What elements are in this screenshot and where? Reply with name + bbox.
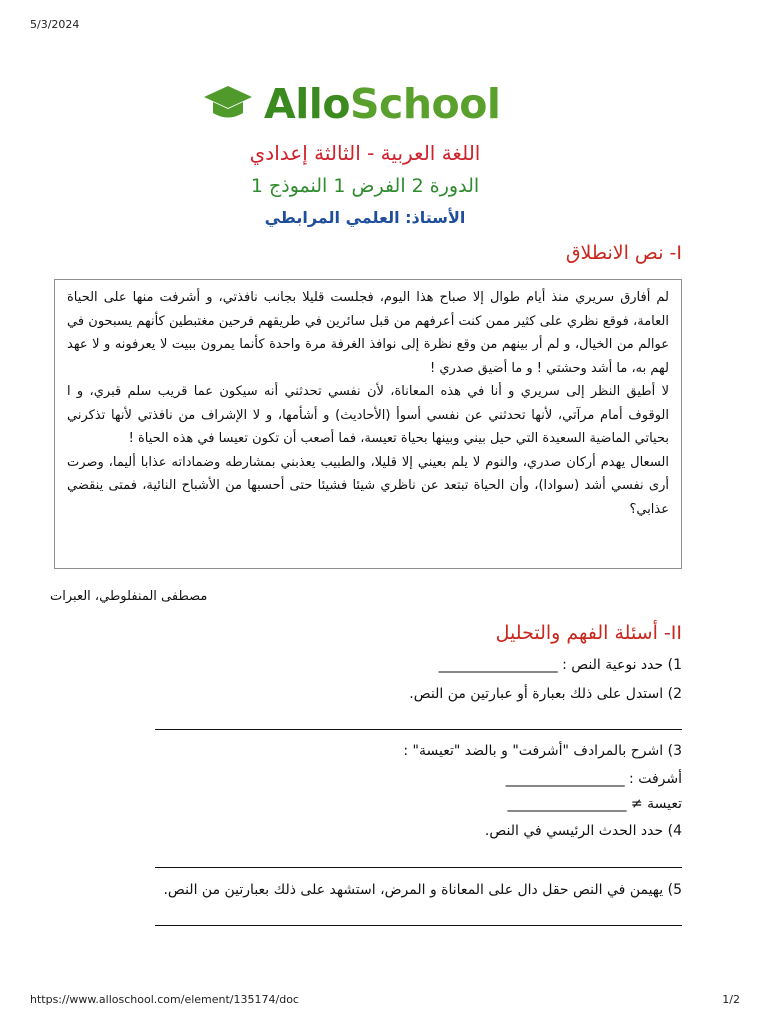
question-5: 5) يهيمن في النص حقل دال على المعاناة و المرض، استشهد على ذلك بعبارتين من النص. (163, 882, 682, 898)
q3-synonym: أشرفت : _________________ (505, 771, 682, 787)
question-3: 3) اشرح بالمرادف "أشرفت" و بالضد "تعيسة" : (403, 743, 682, 759)
answer-blank[interactable]: _________________ (438, 657, 558, 673)
passage-box (54, 279, 682, 569)
passage-paragraph-2: لا أطيق النظر إلى سريري و أنا في هذه المعاناة، لأن نفسي تحدثني أنه سيكون عما قريب سلم قبري، و ا الوقوف أمام مرآتي، لأنها تحدثني عن نفسي أسوأ (الأحاديث) و أشأمها، و لا الإشراف من نافذتي لأنها تذكرني بحياتي الماضية السعيدة التي حيل بيني وبينها بحياة تعيسة، فما أصعب أن تكون تعيسا في هذه الحياة ! (67, 384, 669, 446)
passage-paragraph-1: لم أفارق سريري منذ أيام طوال إلا صباح هذا اليوم، فجلست قليلا بجانب نافذتي، و أشرفت منها على الحياة العامة، فوقع نظري على كثير ممن كنت أعرفهم من قبل سائرين في طريقهم فرحين مغتبطين كأنهم يسبحون في عوالم من الخيال، و لم أر بينهم من وقع نظرة إلى نوافذ الغرفة مرة واحدة كأنما يمرون ببيت لا يعرفونه و لا عهد لهم به، ما أشد وحشتي ! و ما أضيق صدري ! (67, 290, 669, 376)
page-number: 1/2 (722, 993, 740, 1006)
section1-heading: I- نص الانطلاق (565, 242, 682, 264)
graduation-cap-icon (202, 84, 254, 124)
print-date: 5/3/2024 (30, 18, 80, 31)
passage-source: مصطفى المنفلوطي، العبرات (50, 589, 208, 604)
question-2: 2) استدل على ذلك بعبارة أو عبارتين من النص. (409, 686, 682, 702)
teacher-name: الأستاذ: العلمي المرابطي (264, 208, 466, 227)
q3-antonym: تعيسة ≠ _________________ (507, 796, 682, 812)
answer-line[interactable] (155, 867, 682, 868)
question-1: 1) حدد نوعية النص : _________________ (438, 657, 682, 673)
answer-line[interactable] (155, 729, 682, 730)
answer-blank[interactable]: _________________ (507, 796, 627, 812)
subject-title: اللغة العربية - الثالثة إعدادي (249, 141, 481, 165)
section2-heading: II- أسئلة الفهم والتحليل (495, 622, 682, 644)
answer-line[interactable] (155, 925, 682, 926)
question-4: 4) حدد الحدث الرئيسي في النص. (484, 823, 682, 839)
answer-blank[interactable]: _________________ (505, 771, 625, 787)
exam-title: الدورة 2 الفرض 1 النموذج 1 (250, 175, 480, 197)
logo-text: AlloSchool (264, 79, 501, 128)
passage-paragraph-3: السعال يهدم أركان صدري، والنوم لا يلم بعيني إلا قليلا، والطبيب يعذبني بمشارطه وضماداته عذابا أليما، وصرت أرى نفسي أشد (سوادا)، وأن الحياة تبتعد عن ناظري شيئا فشيئا حتى أحسبها من الأشباح النائية، فمتى ينقضي عذابي؟ (67, 454, 669, 517)
footer-url[interactable]: https://www.alloschool.com/element/135174/doc (30, 993, 299, 1006)
alloschool-logo[interactable] (202, 78, 522, 130)
